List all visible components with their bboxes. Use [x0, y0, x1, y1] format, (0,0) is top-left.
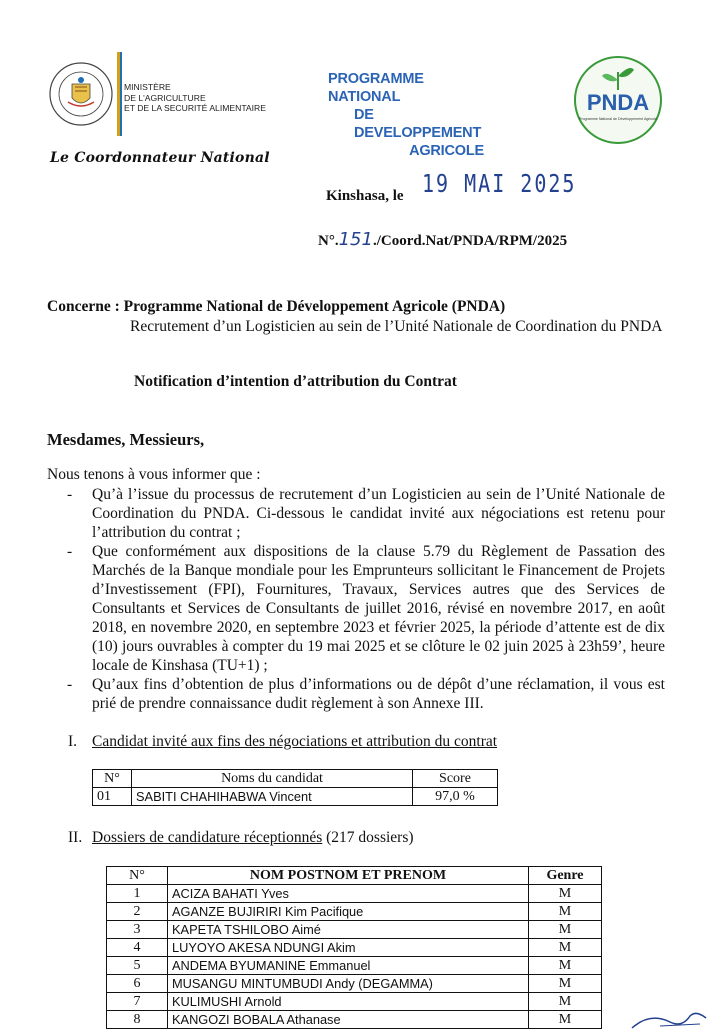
cell-full-name: MUSANGU MINTUMBUDI Andy (DEGAMMA) [168, 975, 529, 993]
bullet-dash: - [67, 486, 73, 503]
cell-gender: M [529, 885, 602, 903]
program-name-line-3: AGRICOLE [409, 143, 484, 159]
logo-text: PNDA [586, 90, 650, 115]
logo-subtext: Programme National de Développement Agricole [579, 117, 657, 121]
cell-number: 1 [107, 885, 168, 903]
cell-gender: M [529, 1011, 602, 1029]
cell-number: 4 [107, 939, 168, 957]
section-2-count: (217 dossiers) [322, 829, 414, 846]
cell-score: 97,0 % [413, 788, 498, 806]
cell-number: 5 [107, 957, 168, 975]
cell-gender: M [529, 921, 602, 939]
table-row [107, 921, 602, 939]
applications-table [106, 866, 602, 1029]
selected-candidate-table [92, 769, 498, 806]
bullet-text: Que conformément aux dispositions de la clause 5.79 du Règlement de Passation des Marchés de la Banque mondiale pour les Emprunteurs sollicitant le Financement de Projets d’Investissement (FPI), Fournitures, Travaux, Services autres que des Services de Consultants et Services de Consultants de juillet 2016, révisé en novembre 2017, en août 2018, en novembre 2020, en septembre 2023 et février 2025, la période d’attente est de dix (10) jours ouvrables à compter du 19 mai 2025 et se clôture le 02 juin 2025 à 23h59’, heure locale de Kinshasa (TU+1) ; [92, 543, 665, 674]
program-name-line-1: PROGRAMME NATIONAL [328, 71, 424, 105]
cell-full-name: ACIZA BAHATI Yves [168, 885, 529, 903]
table-row [107, 975, 602, 993]
bullet-text: Qu’aux fins d’obtention de plus d’informations ou de dépôt d’une réclamation, il vous est prié de prendre connaissance dudit règlement à son Annexe III. [92, 676, 665, 712]
cell-gender: M [529, 957, 602, 975]
cell-full-name: LUYOYO AKESA NDUNGI Akim [168, 939, 529, 957]
subject-label: Concerne : [47, 298, 120, 315]
cell-number: 2 [107, 903, 168, 921]
cell-full-name: KULIMUSHI Arnold [168, 993, 529, 1011]
program-name-line-2: DE DEVELOPPEMENT [354, 107, 482, 141]
table-row [107, 1011, 602, 1029]
greeting: Mesdames, Messieurs, [47, 430, 205, 449]
cell-full-name: KANGOZI BOBALA Athanase [168, 1011, 529, 1029]
column-header-gender: Genre [529, 867, 602, 885]
table-row [107, 885, 602, 903]
ministry-name: MINISTÈRE DE L'AGRICULTURE ET DE LA SECURITÉ ALIMENTAIRE [124, 82, 266, 113]
column-header-number: N° [93, 770, 132, 788]
cell-full-name: KAPETA TSHILOBO Aimé [168, 921, 529, 939]
list-item [47, 542, 665, 675]
pnda-logo [572, 54, 664, 146]
column-header-candidate-name: Noms du candidat [132, 770, 413, 788]
section-2-heading [68, 829, 414, 847]
column-header-full-name: NOM POSTNOM ET PRENOM [168, 867, 529, 885]
table-row [107, 903, 602, 921]
reference-suffix: ./Coord.Nat/PNDA/RPM/2025 [372, 233, 568, 249]
bullet-text: Qu’à l’issue du processus de recrutement d’un Logisticien au sein de l’Unité Nationale de Coordination du PNDA. Ci-dessous le candidat invité aux négociations est retenu pour l’attribution du contrat ; [92, 486, 665, 541]
cell-number: 01 [93, 788, 132, 806]
reference-prefix: N°. [318, 233, 339, 249]
cell-gender: M [529, 903, 602, 921]
coat-of-arms-seal-icon [48, 60, 114, 128]
header-divider-blue [120, 52, 122, 136]
reference-handwritten-number: 151 [338, 229, 373, 250]
cell-number: 7 [107, 993, 168, 1011]
cell-full-name: AGANZE BUJIRIRI Kim Pacifique [168, 903, 529, 921]
table-header-row [107, 867, 602, 885]
cell-gender: M [529, 939, 602, 957]
column-header-number: N° [107, 867, 168, 885]
list-item [47, 485, 665, 542]
column-header-score: Score [413, 770, 498, 788]
cell-number: 8 [107, 1011, 168, 1029]
table-header-row [93, 770, 498, 788]
signatory-title: Le Coordonnateur National [50, 150, 270, 166]
cell-number: 3 [107, 921, 168, 939]
notice-bullet-list [47, 485, 665, 713]
intro-text: Nous tenons à vous informer que : [47, 466, 261, 483]
cell-number: 6 [107, 975, 168, 993]
section-1-heading [68, 733, 497, 751]
table-row [107, 993, 602, 1011]
subject-title: Programme National de Développement Agricole (PNDA) [123, 298, 506, 315]
table-row [107, 939, 602, 957]
notification-heading: Notification d’intention d’attribution du Contrat [134, 373, 457, 390]
bullet-dash: - [67, 676, 73, 693]
cell-candidate-name: SABITI CHAHIHABWA Vincent [132, 788, 413, 806]
cell-gender: M [529, 975, 602, 993]
section-1-number: I. [68, 733, 78, 750]
section-2-number: II. [68, 829, 83, 846]
table-row [93, 788, 498, 806]
program-name [318, 70, 488, 160]
signature-initials-mark [630, 1008, 710, 1032]
cell-gender: M [529, 993, 602, 1011]
table-row [107, 957, 602, 975]
section-2-title: Dossiers de candidature réceptionnés [92, 829, 323, 846]
list-item [47, 675, 665, 713]
place-label: Kinshasa, le [326, 188, 404, 204]
reference-number [318, 229, 567, 250]
subject-line [47, 298, 505, 316]
subject-description: Recrutement d’un Logisticien au sein de l’Unité Nationale de Coordination du PNDA [130, 318, 663, 335]
date-stamp: 19 MAI 2025 [422, 168, 577, 198]
section-1-title: Candidat invité aux fins des négociations et attribution du contrat [92, 733, 498, 750]
cell-full-name: ANDEMA BYUMANINE Emmanuel [168, 957, 529, 975]
bullet-dash: - [67, 543, 73, 560]
